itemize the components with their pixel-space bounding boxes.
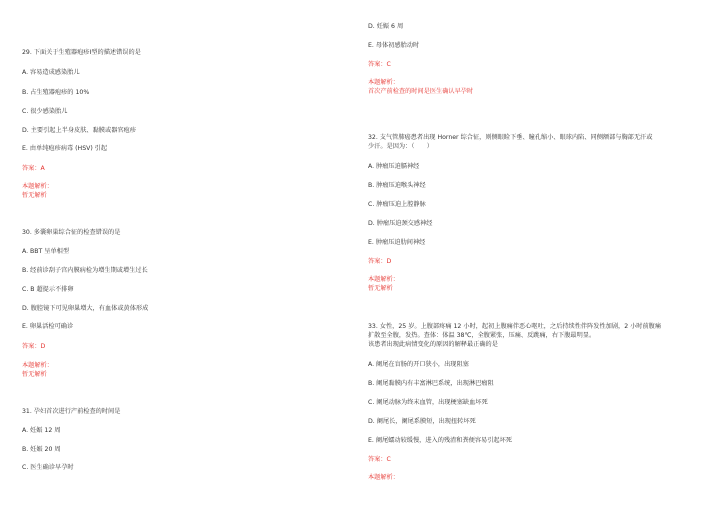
question-29-stem: 29. 下面关于生殖器疱疹Ⅰ型的描述错误的是	[22, 49, 141, 56]
question-30-stem: 30. 多囊卵巢综合征的检查错误的是	[22, 229, 121, 236]
question-31-answer: 答案：C	[368, 61, 391, 68]
question-29-answer: 答案：A	[22, 165, 45, 172]
question-33-option-c: C. 阑尾动脉为终末血管，出现梗塞缺血坏死	[368, 399, 488, 406]
question-33-stem-line-1: 33. 女性，25 岁。上腹部疼痛 12 小时，起初上腹痛伴恶心呕吐，之后持续性伴阵发性加剧，2 小时前腹痛	[368, 323, 662, 330]
question-31-stem: 31. 孕妇首次进行产前检查的时间是	[22, 408, 121, 415]
question-33-option-a: A. 阑尾在盲肠的开口狭小，出现阻塞	[368, 361, 469, 368]
question-32-option-a: A. 肿瘤压迫膈神经	[368, 163, 420, 170]
question-29-option-a: A. 容易造成感染胎儿	[22, 69, 80, 76]
question-29-option-b: B. 占生殖器疱疹的 10%	[22, 89, 90, 96]
question-32-stem-line-1: 32. 支气管肺癌患者出现 Horner 综合征，则侧眼睑下垂、瞳孔缩小、眼球内陷、同侧额部与胸部无汗或	[368, 134, 653, 141]
question-33-answer: 答案：C	[368, 456, 391, 463]
question-33-stem-line-2: 扩散至全腹，发热。查体：体温 38℃，全腹紧张，压痛、反跳痛，右下腹最明显。	[368, 332, 596, 339]
question-33-option-e: E. 阑尾蠕动较缓慢，进入的残渣和粪便容易引起坏死	[368, 437, 512, 444]
question-29-option-c: C. 很少感染胎儿	[22, 108, 68, 115]
question-30-analysis-text: 暂无解析	[22, 371, 47, 378]
question-30-option-d: D. 腹腔镜下可见卵巢增大，有血体或黄体形成	[22, 305, 149, 312]
question-33-analysis-label: 本题解析：	[368, 474, 399, 481]
question-33-option-b: B. 阑尾黏膜内有丰富淋巴系统，出现淋巴瘤阻	[368, 380, 494, 387]
question-29-option-d: D. 主要引起上半身皮肤、黏膜或器官疱疹	[22, 127, 136, 134]
question-31-option-d: D. 妊娠 6 周	[368, 23, 404, 30]
question-30-option-c: C. B 超提示不排卵	[22, 286, 74, 293]
question-30-option-b: B. 经前诊刮子宫内膜病检为增生期或增生过长	[22, 267, 148, 274]
question-32-option-c: C. 肿瘤压迫上腔静脉	[368, 201, 426, 208]
question-30-option-a: A. BBT 呈单相型	[22, 248, 70, 255]
question-32-option-b: B. 肿瘤压迫喉头神经	[368, 182, 426, 189]
question-33-option-d: D. 阑尾长，阑尾系膜短，出现扭转坏死	[368, 418, 476, 425]
question-31-option-c: C. 医生确诊早孕时	[22, 464, 74, 471]
question-31-analysis-text: 首次产前检查的时间是医生确认早孕时	[368, 88, 474, 95]
question-30-answer: 答案：D	[22, 343, 46, 350]
question-31-option-b: B. 妊娠 20 周	[22, 446, 61, 453]
question-32-option-e: E. 肿瘤压迫肋间神经	[368, 239, 426, 246]
question-30-analysis-label: 本题解析：	[22, 362, 53, 369]
question-32-analysis-label: 本题解析：	[368, 276, 399, 283]
question-32-option-d: D. 肿瘤压迫颈交感神经	[368, 220, 433, 227]
question-31-analysis-label: 本题解析：	[368, 79, 399, 86]
question-29-analysis-label: 本题解析：	[22, 183, 53, 190]
question-32-answer: 答案：D	[368, 258, 392, 265]
question-29-option-e: E. 由单纯疱疹病毒 (HSV) 引起	[22, 145, 108, 152]
question-33-stem-line-3: 该患者出现此病情变化的原因的解释最正确的是	[368, 341, 498, 348]
question-31-option-a: A. 妊娠 12 周	[22, 427, 61, 434]
question-32-stem-line-2: 少汗。是因为：（ ）	[368, 143, 433, 150]
question-30-option-e: E. 卵巢活检可确诊	[22, 323, 74, 330]
question-29-analysis-text: 暂无解析	[22, 192, 47, 199]
question-31-option-e: E. 母体初感胎动时	[368, 42, 420, 49]
question-32-analysis-text: 暂无解析	[368, 285, 393, 292]
